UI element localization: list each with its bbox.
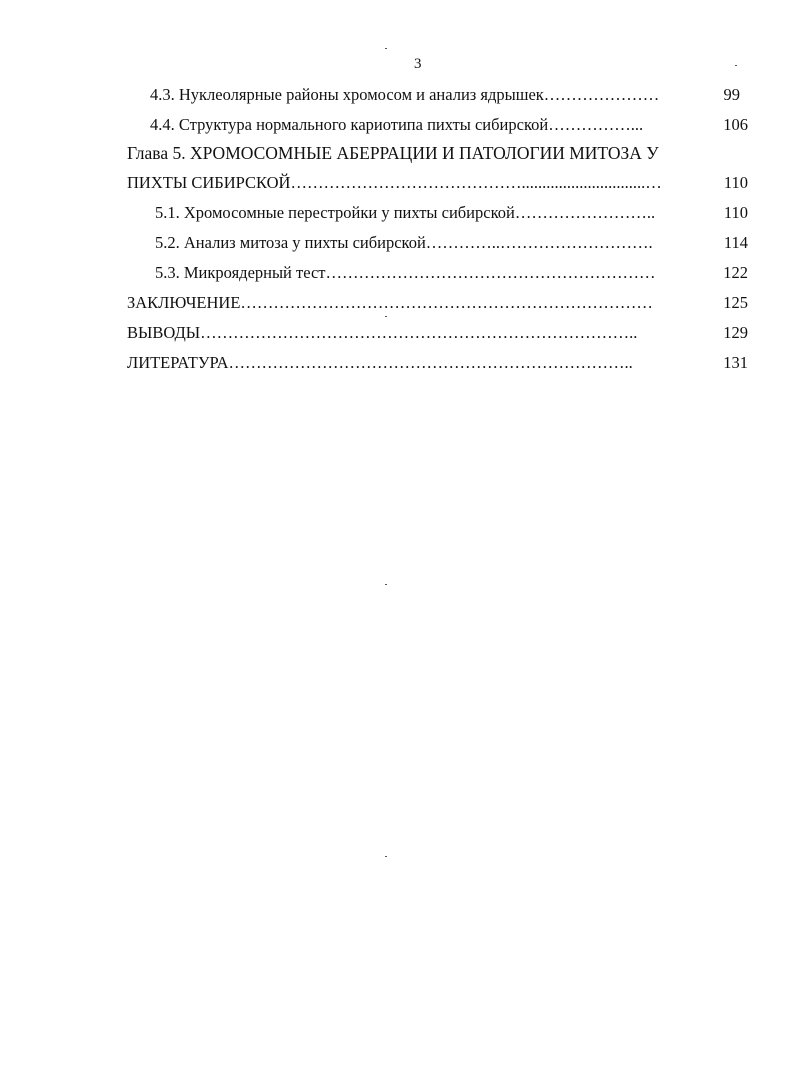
scan-speck xyxy=(735,65,737,66)
scan-speck xyxy=(385,48,387,49)
scan-speck xyxy=(385,316,387,317)
toc-entry-conclusion xyxy=(127,290,702,316)
toc-entry-page: 110 xyxy=(723,173,748,192)
scan-speck xyxy=(385,856,387,857)
toc-entry-text: ПИХТЫ СИБИРСКОЙ……………………………………..............................… xyxy=(127,173,662,192)
toc-entry-page: 110 xyxy=(723,203,748,222)
toc-entry-text: 5.2. Анализ митоза у пихты сибирской…………..………………………. xyxy=(155,233,653,252)
toc-entry-page: 129 xyxy=(723,323,748,342)
toc-entry-5-2 xyxy=(155,230,702,256)
toc-entry-page: 122 xyxy=(723,263,748,282)
toc-entry-page: 114 xyxy=(723,233,748,252)
toc-entry-text: 4.3. Нуклеолярные районы хромосом и анализ ядрышек………………… xyxy=(150,85,660,104)
toc-entry-text: ЛИТЕРАТУРА……………………………………………………………….. xyxy=(127,353,633,372)
toc-entry-text: ЗАКЛЮЧЕНИЕ………………………………………………………………… xyxy=(127,293,653,312)
toc-entry-literature xyxy=(127,350,702,376)
toc-entry-5-1 xyxy=(155,200,702,226)
scan-speck xyxy=(385,584,387,585)
toc-entry-text: ВЫВОДЫ…………………………………………………………………….. xyxy=(127,323,638,342)
toc-entry-4-4 xyxy=(150,112,702,138)
toc-entry-chapter-5-cont xyxy=(127,170,702,196)
toc-entry-chapter-5 xyxy=(127,140,717,166)
toc-entry-findings xyxy=(127,320,702,346)
toc-entry-page: 99 xyxy=(723,85,740,104)
toc-entry-text: 4.4. Структура нормального кариотипа пихты сибирской……………... xyxy=(150,115,644,134)
toc-entry-page: 106 xyxy=(723,115,748,134)
toc-entry-text: Глава 5. ХРОМОСОМНЫЕ АБЕРРАЦИИ И ПАТОЛОГИИ МИТОЗА У xyxy=(127,143,659,163)
toc-entry-text: 5.3. Микроядерный тест…………………………………………………… xyxy=(155,263,656,282)
toc-entry-5-3 xyxy=(155,260,702,286)
toc-entry-4-3 xyxy=(150,82,702,108)
toc-entry-page: 131 xyxy=(723,353,748,372)
toc-entry-page: 125 xyxy=(723,293,748,312)
page-number: 3 xyxy=(414,56,422,72)
toc-entry-text: 5.1. Хромосомные перестройки у пихты сибирской…………………….. xyxy=(155,203,656,222)
